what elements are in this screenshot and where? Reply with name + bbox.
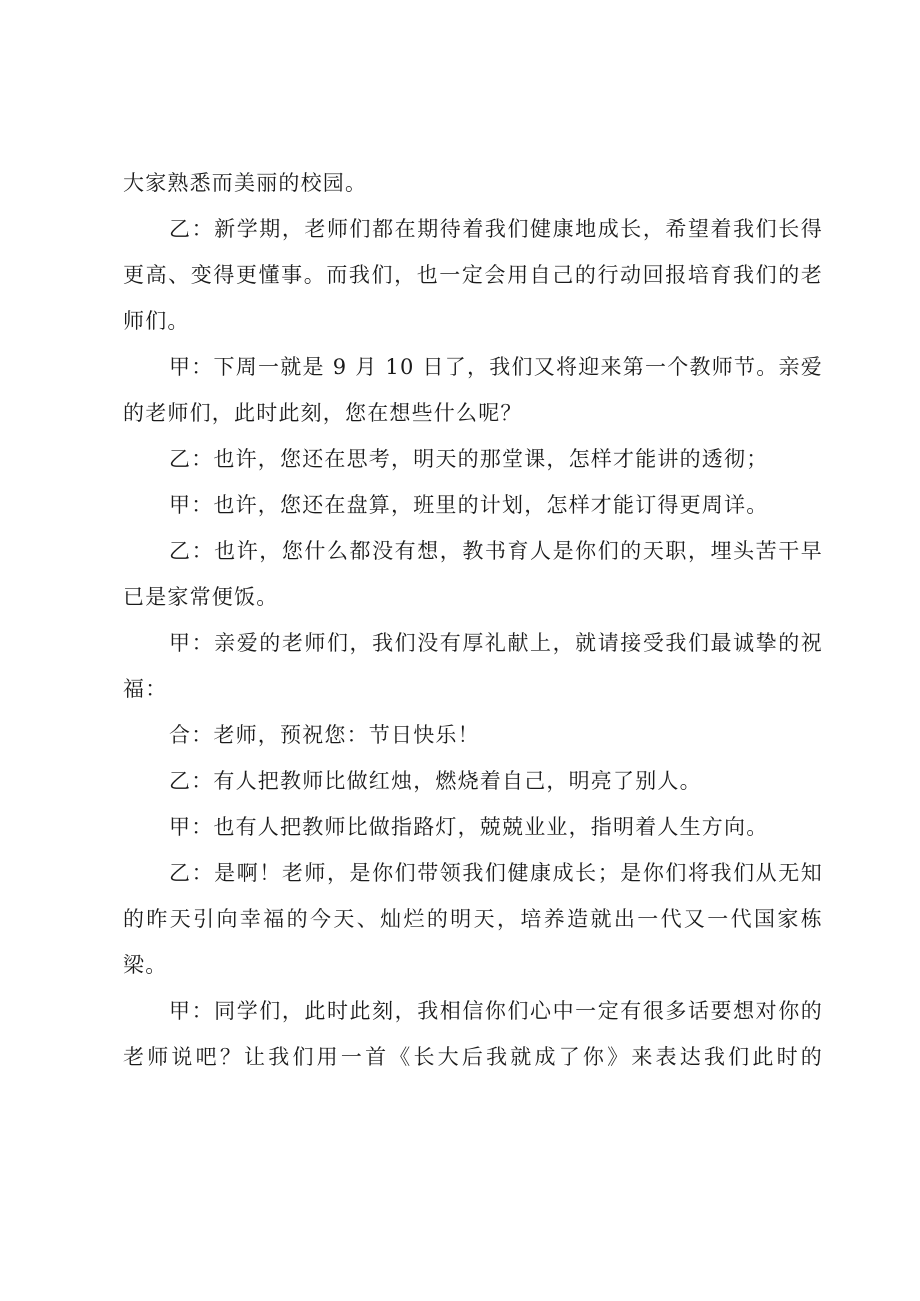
document-body (123, 160, 823, 1080)
paragraph: 甲：亲爱的老师们，我们没有厚礼献上，就请接受我们最诚挚的祝福： (123, 631, 823, 701)
paragraph: 乙：新学期，老师们都在期待着我们健康地成长，希望着我们长得更高、变得更懂事。而我们，也一定会用自己的行动回报培育我们的老师们。 (123, 217, 823, 333)
paragraph: 乙：有人把教师比做红烛，燃烧着自己，明亮了别人。 (169, 769, 702, 793)
paragraph: 乙：也许，您还在思考，明天的那堂课，怎样才能讲的透彻； (169, 447, 769, 471)
paragraph: 甲：下周一就是 9 月 10 日了，我们又将迎来第一个教师节。亲爱的老师们，此时此刻，您在想些什么呢？ (123, 355, 823, 425)
paragraph: 甲：也有人把教师比做指路灯，兢兢业业，指明着人生方向。 (169, 815, 769, 839)
paragraph: 甲：也许，您还在盘算，班里的计划，怎样才能订得更周详。 (169, 493, 769, 517)
paragraph: 大家熟悉而美丽的校园。 (123, 171, 368, 195)
paragraph: 甲：同学们，此时此刻，我相信你们心中一定有很多话要想对你的老师说吧？让我们用一首《长大后我就成了你》来表达我们此时的 (123, 999, 823, 1069)
paragraph: 乙：也许，您什么都没有想，教书育人是你们的天职，埋头苦干早已是家常便饭。 (123, 539, 823, 609)
paragraph: 合：老师，预祝您：节日快乐！ (169, 723, 480, 747)
paragraph: 乙：是啊！老师，是你们带领我们健康成长；是你们将我们从无知的昨天引向幸福的今天、灿烂的明天，培养造就出一代又一代国家栋梁。 (123, 861, 823, 977)
